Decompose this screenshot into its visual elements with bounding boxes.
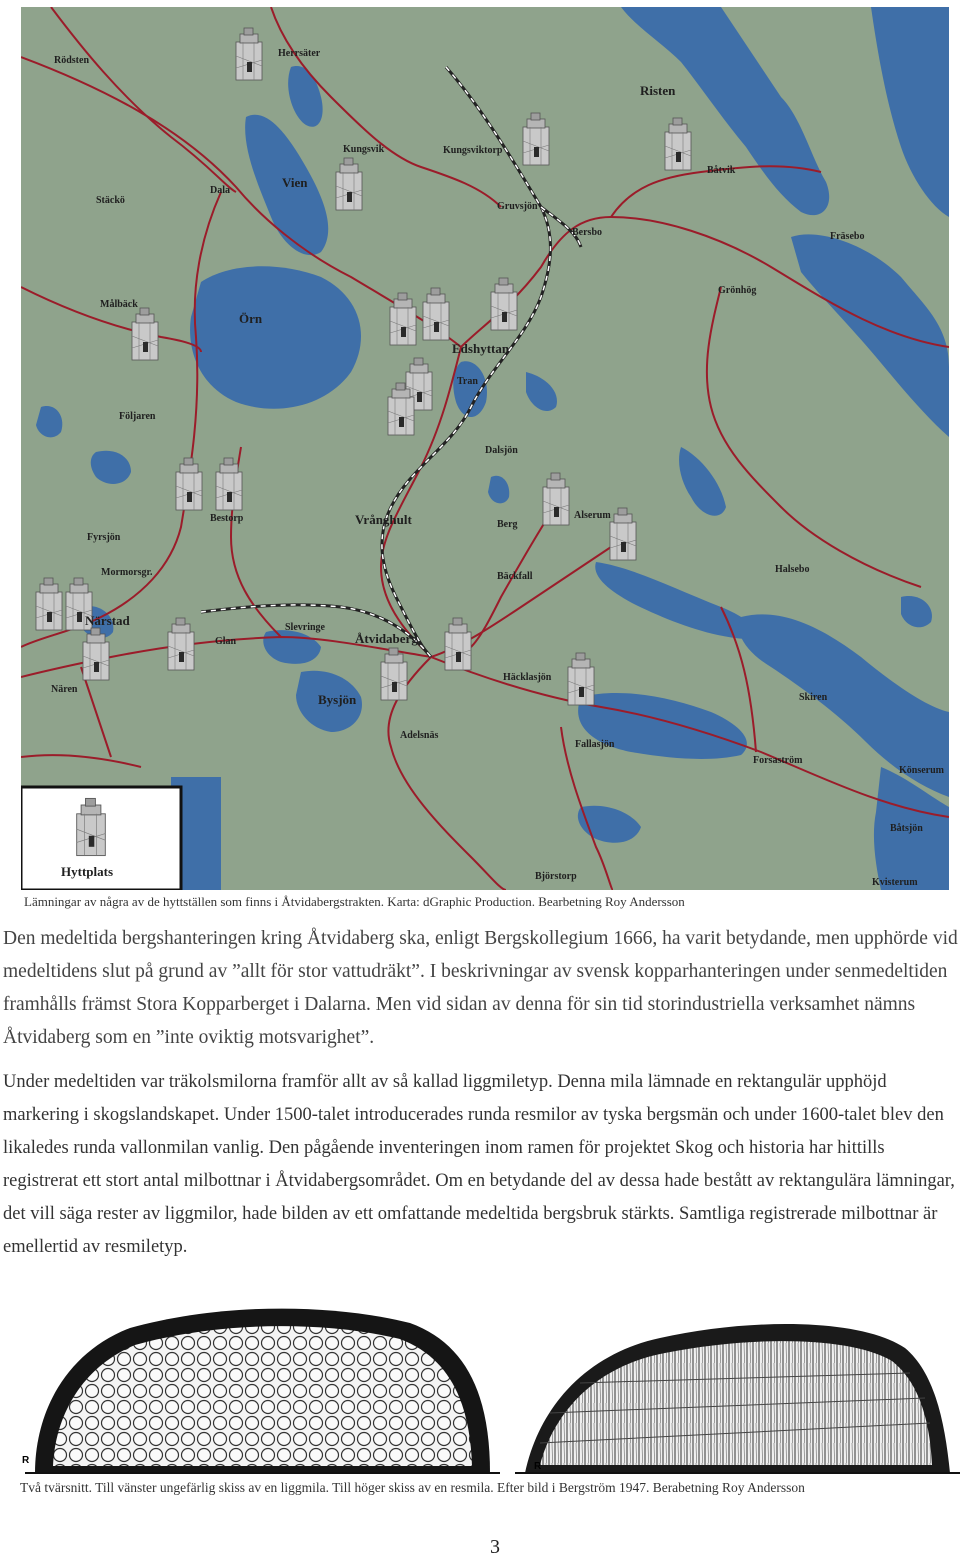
place-label: Alserum	[574, 510, 611, 521]
legend-label: Hyttplats	[61, 864, 113, 879]
hyttplats-icon	[423, 288, 449, 340]
place-label: Edshyttan	[452, 341, 510, 356]
place-label: Följaren	[119, 411, 156, 422]
place-label: Mormorsgr.	[101, 567, 153, 578]
sketch-caption: Två tvärsnitt. Till vänster ungefärlig skiss av en liggmila. Till höger skiss av en resmila. Efter bild i Bergström 1947. Berabetning Roy Andersson	[20, 1480, 805, 1495]
place-label: Bysjön	[318, 692, 357, 707]
place-label: Dalsjön	[485, 445, 518, 456]
hyttplats-icon	[83, 628, 109, 680]
place-label: Rödsten	[54, 55, 90, 66]
place-label: Skiren	[799, 692, 828, 703]
place-label: Tran	[457, 376, 478, 387]
place-label: Målbäck	[100, 299, 138, 310]
hyttplats-icon	[168, 618, 194, 670]
hyttplats-icon	[336, 158, 362, 210]
place-label: Kungsvik	[343, 144, 385, 155]
paragraph-milor: Under medeltiden var träkolsmilorna framför allt av så kallad liggmiletyp. Denna mila lämnade en rektangulär upphöjd markering i skogslandskapet. Under 1500-talet introducerades runda resmilor av tyska bergsmän och under 1600-talet blev den likaledes runda vallonmilan vanlig. Den pågående inventeringen inom ramen för projektet Skog och historia har hittills registrerat ett stort antal milbottnar i Åtvidabergsområdet. Om en betydande del av dessa hade bestått av rektangulära lämningar, det vill säga rester av liggmilor, hade bilden av ett omfattande medeltida bergsbruk stärkts. Samtliga registrerade milbottnar är emellertid av resmiletyp.	[3, 1072, 955, 1257]
place-label: Bestorp	[210, 513, 244, 524]
place-label: Gruvsjön	[497, 201, 538, 212]
sketch-marker: R	[534, 1461, 542, 1472]
place-label: Närstad	[85, 613, 130, 628]
place-label: Björstorp	[535, 871, 577, 882]
hyttplats-icon	[176, 458, 202, 510]
place-label: Grönhög	[718, 285, 757, 296]
sketch-resmila	[515, 1324, 960, 1473]
place-label: Slevringe	[285, 622, 325, 633]
place-label: Fyrsjön	[87, 532, 121, 543]
area-map	[21, 7, 949, 890]
place-label: Forsaström	[753, 755, 803, 766]
place-label: Kvisterum	[872, 877, 918, 888]
sketch-liggmila	[22, 1309, 500, 1473]
place-label: Dala	[210, 185, 230, 196]
hyttplats-icon	[216, 458, 242, 510]
place-label: Vrånghult	[355, 512, 412, 527]
place-label: Fräsebo	[830, 231, 865, 242]
place-label: Bersbo	[572, 227, 602, 238]
place-label: Halsebo	[775, 564, 810, 575]
page-number: 3	[490, 1536, 500, 1558]
place-label: Fallasjön	[575, 739, 615, 750]
place-label: Stäckö	[96, 195, 125, 206]
place-label: Häcklasjön	[503, 672, 552, 683]
hyttplats-icon	[390, 293, 416, 345]
place-label: Risten	[640, 83, 676, 98]
hyttplats-icon	[77, 798, 106, 855]
place-label: Könserum	[899, 765, 944, 776]
place-label: Vien	[282, 175, 308, 190]
hyttplats-icon	[665, 118, 691, 170]
place-label: Åtvidaberg	[355, 631, 418, 646]
hyttplats-icon	[236, 28, 262, 80]
hyttplats-icon	[388, 383, 414, 435]
hyttplats-icon	[568, 653, 594, 705]
place-label: Örn	[239, 311, 263, 326]
place-label: Berg	[497, 519, 518, 530]
hyttplats-icon	[36, 578, 62, 630]
hyttplats-icon	[543, 473, 569, 525]
place-label: Kungsviktorp	[443, 145, 503, 156]
place-label: Nären	[51, 684, 78, 695]
hyttplats-icon	[523, 113, 549, 165]
sketches-cross-sections	[20, 1303, 960, 1483]
hyttplats-icon	[445, 618, 471, 670]
place-label: Adelsnäs	[400, 730, 439, 741]
paragraph-intro: Den medeltida bergshanteringen kring Åtvidaberg ska, enligt Bergskollegium 1666, ha varit betydande, men upphörde vid medeltidens slut på grund av ”allt för stor vattudräkt”. I beskrivningar av svensk kopparhanteringen under senmedeltiden framhålls främst Stora Kopparberget i Dalarna. Men vid sidan av denna för sin tid storindustriella verksamhet nämns Åtvidaberg som en ”inte oviktig motsvarighet”.	[3, 928, 958, 1048]
place-label: Bäckfall	[497, 571, 533, 582]
map-caption: Lämningar av några av de hyttställen som finns i Åtvidabergstrakten. Karta: dGraphic Production. Bearbetning Roy Andersson	[24, 894, 685, 909]
hyttplats-icon	[610, 508, 636, 560]
place-label: Båtvik	[707, 165, 736, 176]
place-label: Glan	[215, 636, 237, 647]
place-label: Båtsjön	[890, 823, 923, 834]
sketch-marker: R	[22, 1455, 30, 1466]
place-label: Herrsäter	[278, 48, 321, 59]
map-legend	[21, 787, 181, 890]
hyttplats-icon	[381, 648, 407, 700]
hyttplats-icon	[491, 278, 517, 330]
hyttplats-icon	[132, 308, 158, 360]
